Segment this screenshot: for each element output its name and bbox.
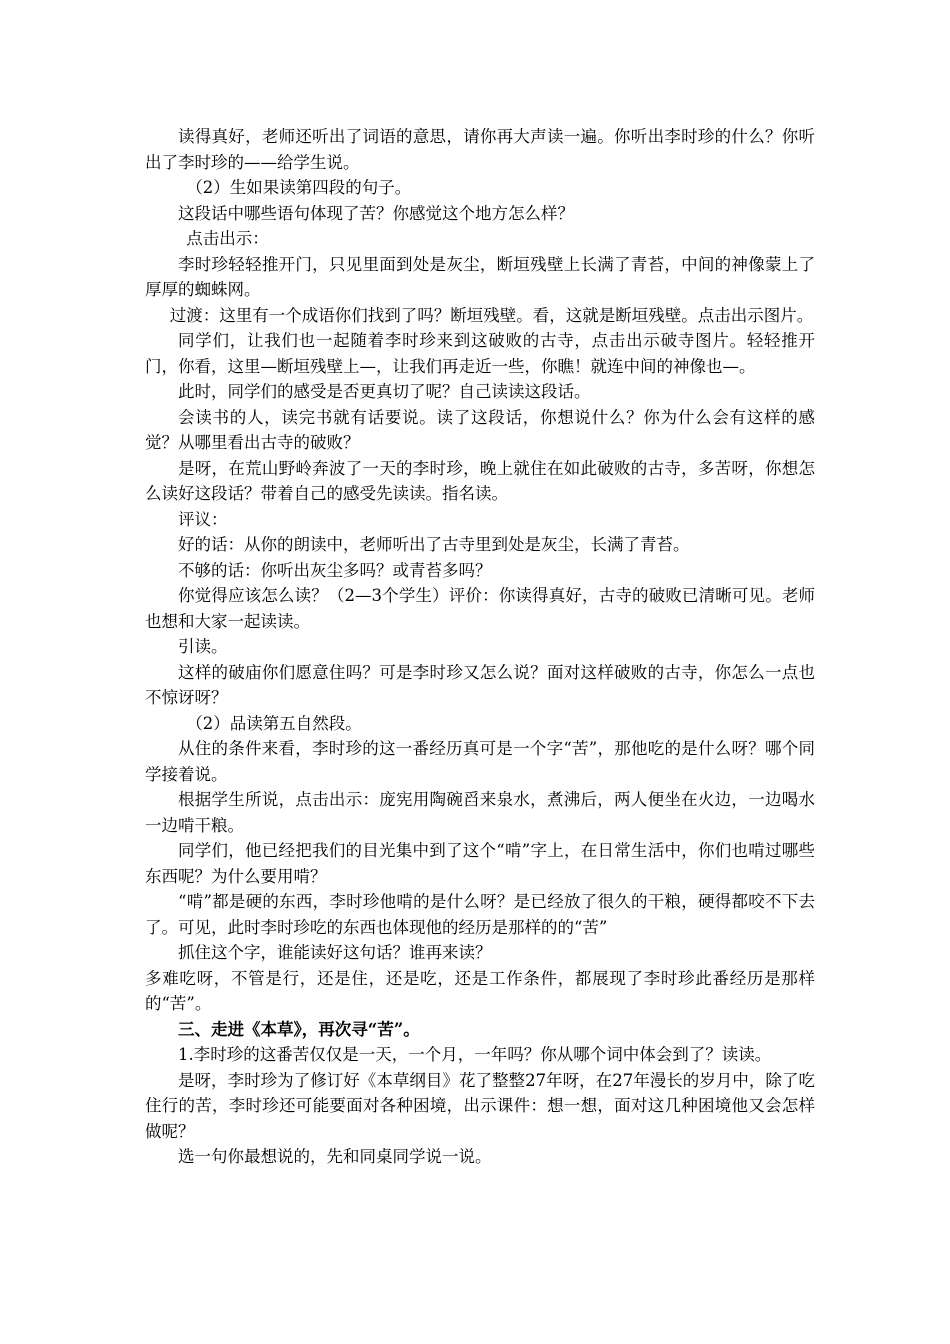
paragraph-click-show: 点击出示： bbox=[186, 229, 269, 248]
paragraph-broken-temple: 这样的破庙你们愿意住吗？可是李时珍又怎么说？面对这样破败的古寺，你怎么一点也不惊讶呀？ bbox=[145, 662, 815, 707]
paragraph-praise: 读得真好，老师还听出了词语的意思，请你再大声读一遍。你听出李时珍的什么？你听出了李时珍的——给学生说。 bbox=[145, 127, 815, 172]
paragraph-summary-bitterness: 多难吃呀，不管是行，还是住，还是吃，还是工作条件，都展现了李时珍此番经历是那样的“苦”。 bbox=[145, 968, 815, 1013]
paragraph-living-conditions: 从住的条件来看，李时珍的这一番经历真可是一个字“苦”，那他吃的是什么呀？哪个同学接着说。 bbox=[145, 739, 815, 784]
paragraph-gnaw-word: 同学们，他已经把我们的目光集中到了这个“啃”字上，在日常生活中，你们也啃过哪些东西呢？为什么要用啃？ bbox=[145, 841, 815, 886]
section-heading-three: 三、走进《本草》，再次寻“苦”。 bbox=[178, 1019, 420, 1039]
paragraph-quote-spring-water: 根据学生所说，点击出示：庞宪用陶碗舀来泉水，煮沸后，两人便坐在火边，一边喝水一边啃干粮。 bbox=[145, 790, 815, 835]
paragraph-not-enough: 不够的话：你听出灰尘多吗？或青苔多吗？ bbox=[178, 560, 492, 580]
paragraph-step-2-fourth-section: （2）生如果读第四段的句子。 bbox=[186, 178, 412, 197]
paragraph-how-to-read: 你觉得应该怎么读？（2—3个学生）评价：你读得真好，古寺的破败已清晰可见。老师也想和大家一起读读。 bbox=[145, 586, 815, 631]
paragraph-choose-sentence: 选一句你最想说的，先和同桌同学说一说。 bbox=[178, 1147, 492, 1166]
paragraph-question-bitterness: 这段话中哪些语句体现了苦？你感觉这个地方怎么样？ bbox=[178, 203, 574, 223]
paragraph-classmates-temple: 同学们，让我们也一起随着李时珍来到这破败的古寺，点击出示破寺图片。轻轻推开门，你看，这里—断垣残壁上—，让我们再走近一些，你瞧！就连中间的神像也—。 bbox=[145, 331, 815, 376]
paragraph-guided-reading: 引读。 bbox=[178, 637, 228, 656]
paragraph-quote-temple: 李时珍轻轻推开门，只见里面到处是灰尘，断垣残壁上长满了青苔，中间的神像蒙上了厚厚的蜘蛛网。 bbox=[145, 254, 815, 299]
paragraph-read-again: 抓住这个字，谁能读好这句话？谁再来读？ bbox=[178, 943, 492, 962]
paragraph-good-reading: 好的话：从你的朗读中，老师听出了古寺里到处是灰尘，长满了青苔。 bbox=[178, 535, 690, 554]
paragraph-comment-label: 评议： bbox=[178, 509, 228, 529]
paragraph-27-years: 是呀，李时珍为了修订好《本草纲目》花了整整27年呀，在27年漫长的岁月中，除了吃住行的苦，李时珍还可能要面对各种困境，出示课件：想一想，面对这几种困境他又会怎样做呢？ bbox=[145, 1070, 815, 1141]
paragraph-question-duration: 1.李时珍的这番苦仅仅是一天，一个月，一年吗？你从哪个词中体会到了？读读。 bbox=[178, 1045, 772, 1064]
paragraph-hard-food: “啃”都是硬的东西，李时珍他啃的是什么呀？是已经放了很久的干粮，硬得都咬不下去了。可见，此时李时珍吃的东西也体现他的经历是那样的的“苦” bbox=[145, 892, 815, 937]
paragraph-feeling: 此时，同学们的感受是否更真切了呢？自己读读这段话。 bbox=[178, 382, 591, 401]
document-body bbox=[145, 124, 815, 1170]
paragraph-wilderness: 是呀，在荒山野岭奔波了一天的李时珍，晚上就住在如此破败的古寺，多苦呀，你想怎么读好这段话？带着自己的感受先读读。指名读。 bbox=[145, 458, 815, 503]
paragraph-step-2-fifth-section: （2）品读第五自然段。 bbox=[186, 713, 362, 733]
paragraph-transition: 过渡：这里有一个成语你们找到了吗？断垣残壁。看，这就是断垣残壁。点击出示图片。 bbox=[169, 305, 814, 325]
paragraph-reading-talk: 会读书的人，读完书就有话要说。读了这段话，你想说什么？你为什么会有这样的感觉？从哪里看出古寺的破败？ bbox=[145, 407, 815, 452]
